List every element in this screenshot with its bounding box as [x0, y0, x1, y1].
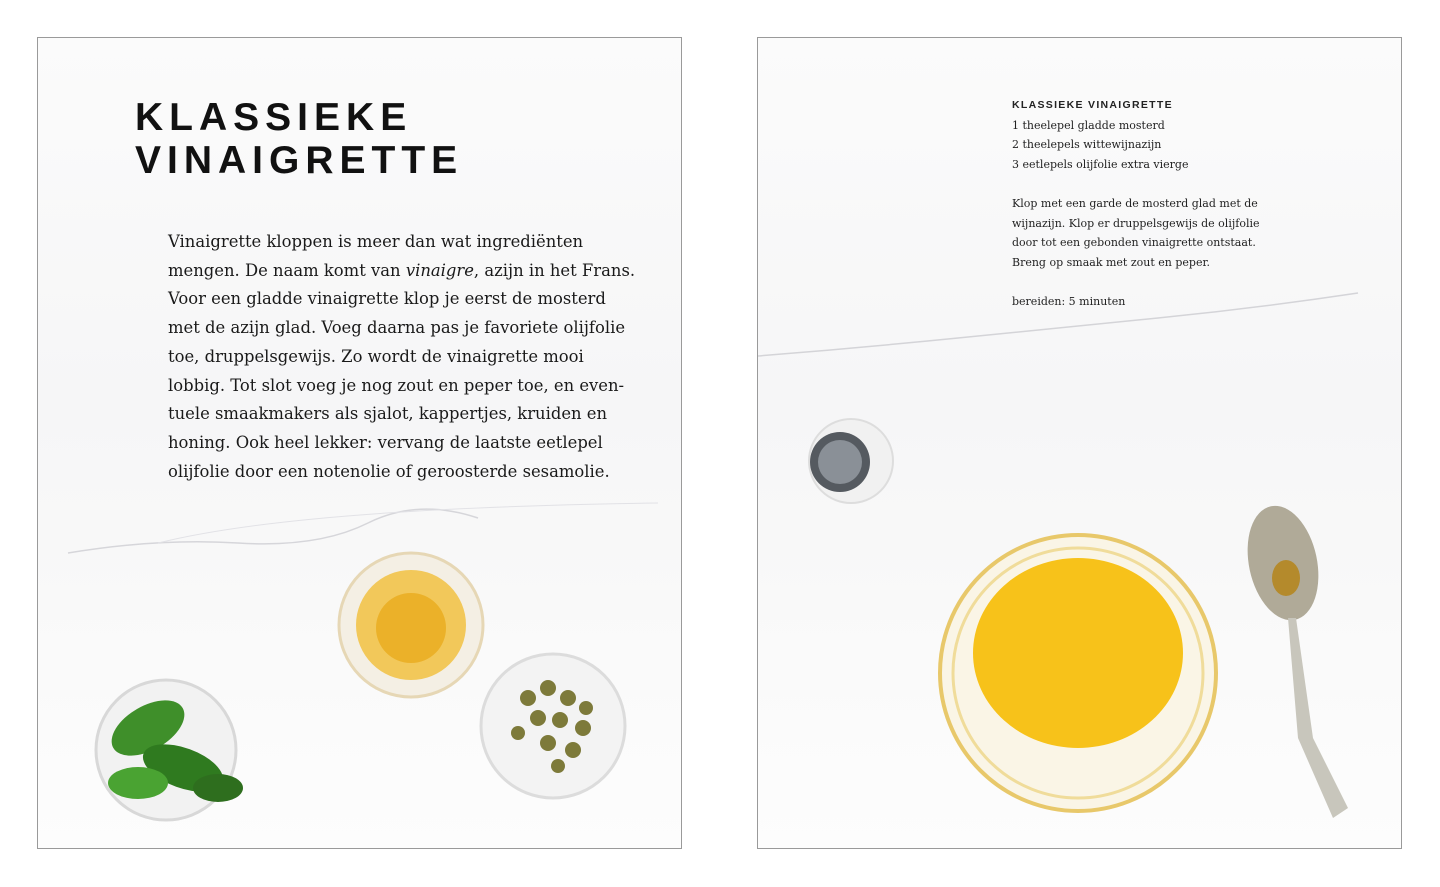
- recipe-card: [1012, 96, 1259, 312]
- ingredient-item: 2 theelepels wittewijnazijn: [1012, 138, 1162, 152]
- intro-line: [168, 257, 635, 286]
- title-line: KLASSIEKE: [135, 96, 413, 139]
- method-line: Breng op smaak met zout en peper.: [1012, 255, 1211, 269]
- vinaigrette-bowl: [940, 535, 1216, 811]
- spoon: [1238, 499, 1348, 818]
- page-title: [135, 96, 463, 182]
- recipe-title: KLASSIEKE VINAIGRETTE: [1012, 99, 1173, 111]
- right-page: [757, 37, 1402, 849]
- oil-bowl: [339, 553, 483, 697]
- intro-line: honing. Ook heel lekker: vervang de laatste eetlepel: [168, 432, 603, 452]
- capers-bowl: [481, 654, 625, 798]
- herbs-bowl: [96, 680, 243, 820]
- intro-paragraph: [168, 228, 635, 486]
- intro-line: tuele smaakmakers als sjalot, kappertjes, kruiden en: [168, 404, 608, 424]
- intro-line: met de azijn glad. Voeg daarna pas je favoriete olijfolie: [168, 318, 626, 338]
- intro-line: lobbig. Tot slot voeg je nog zout en peper toe, en even-: [168, 375, 625, 395]
- left-page: [37, 37, 682, 849]
- intro-line: toe, druppelsgewijs. Zo wordt de vinaigrette mooi: [168, 346, 584, 366]
- intro-line: Vinaigrette kloppen is meer dan wat ingrediënten: [168, 232, 584, 251]
- italic-term: vinaigre: [405, 260, 474, 280]
- ingredient-item: 3 eetlepels olijfolie extra vierge: [1012, 157, 1189, 171]
- intro-line: Voor een gladde vinaigrette klop je eerst de mosterd: [168, 289, 606, 309]
- text: , azijn in het Frans.: [473, 260, 636, 280]
- method-line: Klop met een garde de mosterd glad met de: [1012, 196, 1258, 210]
- method-line: door tot een gebonden vinaigrette ontstaat.: [1012, 236, 1256, 250]
- text: mengen. De naam komt van: [168, 260, 406, 280]
- marble-vein: [68, 509, 478, 553]
- ingredient-item: 1 theelepel gladde mosterd: [1012, 118, 1165, 132]
- salt-shaker: [809, 419, 893, 503]
- title-line: VINAIGRETTE: [135, 139, 464, 182]
- prep-time: bereiden: 5 minuten: [1012, 294, 1126, 308]
- intro-line: olijfolie door een notenolie of geroosterde sesamolie.: [168, 461, 610, 481]
- method-line: wijnazijn. Klop er druppelsgewijs de olijfolie: [1012, 216, 1260, 230]
